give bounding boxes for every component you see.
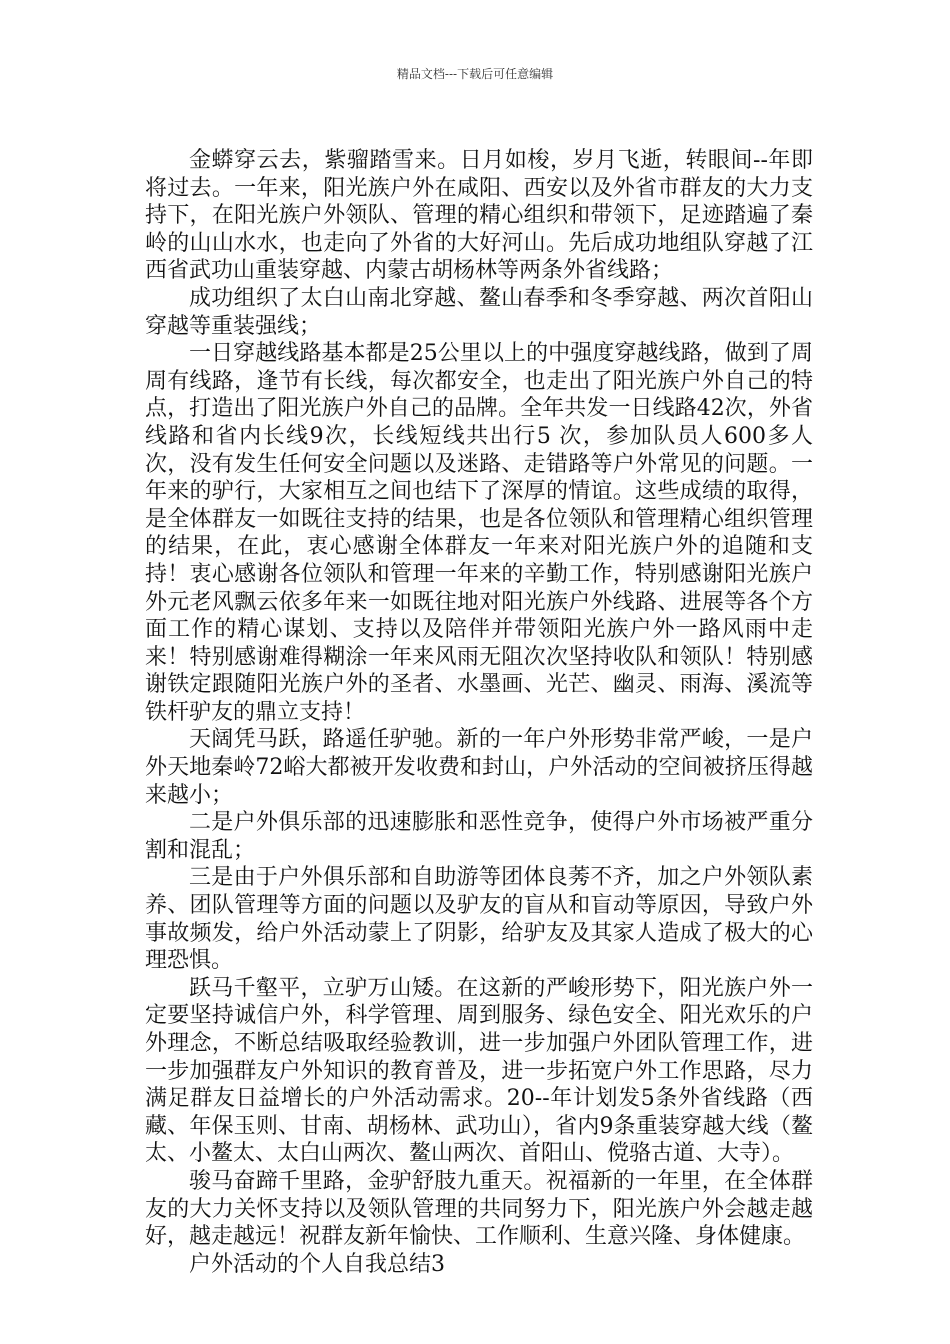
paragraph-2: 成功组织了太白山南北穿越、鳌山春季和冬季穿越、两次首阳山穿越等重装强线； [145,285,813,339]
paragraph-3: 一日穿越线路基本都是25公里以上的中强度穿越线路，做到了周周有线路，逢节有长线，每次都安全，也走出了阳光族户外自己的特点，打造出了阳光族户外自己的品牌。全年共发一日线路42次，外省线路和省内长线9次，长线短线共出行5 次，参加队员人600多人次，没有发生任何安全问题以及迷路、走错路等户外常见的问题。一年来的驴行，大家相互之间也结下了深厚的情谊。这些成绩的取得，是全体群友一如既往支持的结果，也是各位领队和管理精心组织管理的结果，在此，衷心感谢全体群友一年来对阳光族户外的追随和支持！衷心感谢各位领队和管理一年来的辛勤工作，特别感谢阳光族户外元老风飘云依多年来一如既往地对阳光族户外线路、进展等各个方面工作的精心谋划、支持以及陪伴并带领阳光族户外一路风雨中走来！特别感谢难得糊涂一年来风雨无阻次次坚持收队和领队！特别感谢铁定跟随阳光族户外的圣者、水墨画、光芒、幽灵、雨海、溪流等铁杆驴友的鼎立支持！ [145,341,813,725]
paragraph-8: 骏马奋蹄千里路，金驴舒肢九重天。祝福新的一年里，在全体群友的大力关怀支持以及领队管理的共同努力下，阳光族户外会越走越好，越走越远！祝群友新年愉快、工作顺利、生意兴隆、身体健康。 [145,1168,813,1250]
page-header: 精品文档---下载后可任意编辑 [396,67,554,81]
paragraph-6: 三是由于户外俱乐部和自助游等团体良莠不齐，加之户外领队素养、团队管理等方面的问题以及驴友的盲从和盲动等原因，导致户外事故频发，给户外活动蒙上了阴影，给驴友及其家人造成了极大的心理恐惧。 [145,865,813,974]
section-heading: 户外活动的个人自我总结3 [189,1251,445,1277]
paragraph-1: 金蟒穿云去，紫骝踏雪来。日月如梭，岁月飞逝，转眼间--年即将过去。一年来，阳光族户外在咸阳、西安以及外省市群友的大力支持下，在阳光族户外领队、管理的精心组织和带领下，足迹踏遍了秦岭的山山水水，也走向了外省的大好河山。先后成功地组队穿越了江西省武功山重装穿越、内蒙古胡杨林等两条外省线路； [145,148,813,284]
paragraph-7: 跃马千壑平，立驴万山矮。在这新的严峻形势下，阳光族户外一定要坚持诚信户外，科学管理、周到服务、绿色安全、阳光欢乐的户外理念，不断总结吸取经验教训，进一步加强户外团队管理工作，进一步加强群友户外知识的教育普及，进一步拓宽户外工作思路，尽力满足群友日益增长的户外活动需求。20--年计划发5条外省线路（西藏、年保玉则、甘南、胡杨林、武功山），省内9条重装穿越大线（鳌太、小鳌太、太白山两次、鳌山两次、首阳山、傥骆古道、大寺）。 [145,975,813,1167]
paragraph-4: 天阔凭马跃，路遥任驴驰。新的一年户外形势非常严峻，一是户外天地秦岭72峪大都被开发收费和封山，户外活动的空间被挤压得越来越小； [145,727,813,808]
document-body [145,147,813,1278]
paragraph-5: 二是户外俱乐部的迅速膨胀和恶性竞争，使得户外市场被严重分割和混乱； [145,810,813,863]
